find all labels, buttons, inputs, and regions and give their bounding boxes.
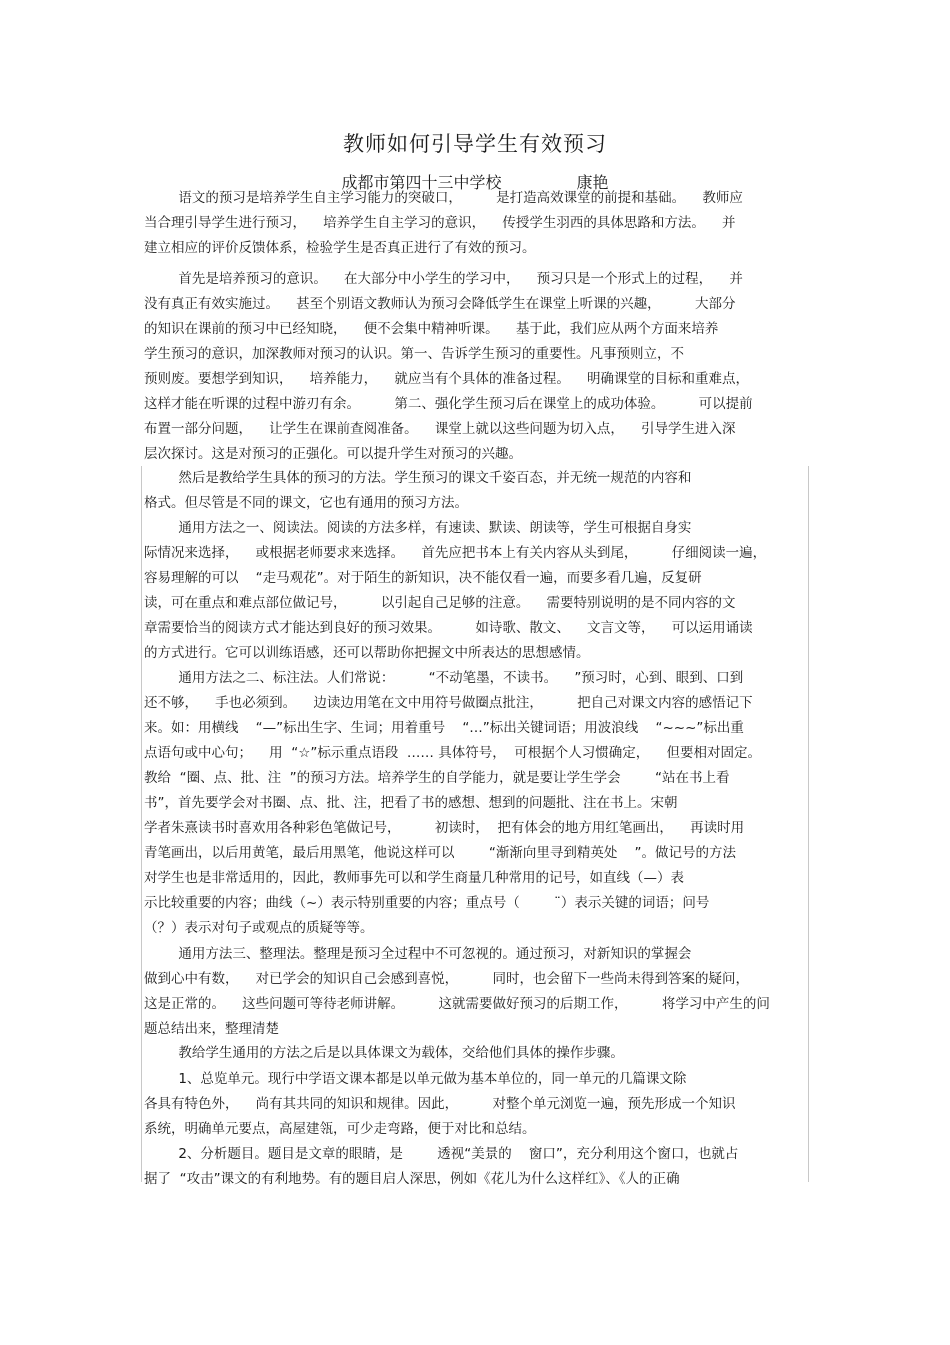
body-text-line: 示比较重要的内容；曲线（~）表示特别重要的内容；重点号（ ¨）表示关键的词语；问号	[144, 895, 710, 911]
body-text-line: 的方式进行。它可以训练语感，还可以帮助你把握文中所表达的思想感情。	[144, 645, 590, 661]
body-text-line: 学者朱熹读书时喜欢用各种彩色笔做记号， 初读时， 把有体会的地方用红笔画出， 再读时用	[144, 820, 745, 836]
body-text-line: 层次探讨。这是对预习的正强化。可以提升学生对预习的兴趣。	[144, 446, 522, 462]
body-text-line: 通用方法之二、标注法。人们常说： “不动笔墨，不读书。 ”预习时，心到、眼到、口到	[144, 670, 744, 686]
body-text-line: 布置一部分问题， 让学生在课前查阅准备。 课堂上就以这些问题为切入点， 引导学生进入深	[144, 421, 736, 437]
body-text-line: 来。如：用横线 “—”标出生字、生词；用着重号 “…”标出关键词语；用波浪线 “~~~”标出重	[144, 720, 744, 736]
body-text-line: 对学生也是非常适用的，因此，教师事先可以和学生商量几种常用的记号，如直线（—）表	[144, 870, 684, 886]
body-text-line: 首先是培养预习的意识。 在大部分中小学生的学习中， 预习只是一个形式上的过程， 并	[144, 271, 743, 287]
body-text-line: 青笔画出，以后用黄笔，最后用黑笔，他说这样可以 “渐渐向里寻到精英处 ”。做记号的方法	[144, 845, 736, 861]
body-text-line: 教给学生通用的方法之后是以具体课文为载体，交给他们具体的操作步骤。	[144, 1045, 624, 1061]
body-text-line: 的知识在课前的预习中已经知晓， 便不会集中精神听课。 基于此，我们应从两个方面来培养	[144, 321, 719, 337]
body-text-line: 做到心中有数， 对已学会的知识自己会感到喜悦， 同时，也会留下一些尚未得到答案的疑问，	[144, 971, 749, 987]
body-text-line: 这是正常的。 这些问题可等待老师讲解。 这就需要做好预习的后期工作， 将学习中产生的问	[144, 996, 770, 1012]
body-text-line: 据了 “攻击”课文的有利地势。有的题目启人深思，例如《花儿为什么这样红》、《人的正确	[144, 1171, 680, 1187]
body-text-line: 2、分析题目。题目是文章的眼睛，是 透视“美景的 窗口”，充分利用这个窗口，也就占	[144, 1146, 739, 1162]
body-text-line: 这样才能在听课的过程中游刃有余。 第二、强化学生预习后在课堂上的成功体验。 可以提前	[144, 396, 753, 412]
document-title: 教师如何引导学生有效预习	[343, 132, 607, 156]
body-text-line: 通用方法之一、阅读法。阅读的方法多样，有速读、默读、朗读等，学生可根据自身实	[144, 520, 692, 536]
body-text-line: 预则废。要想学到知识， 培养能力， 就应当有个具体的准备过程。 明确课堂的目标和重难点，	[144, 371, 749, 387]
body-text-line: 题总结出来，整理清楚	[144, 1021, 279, 1037]
byline-school: 成都市第四十三中学校	[341, 173, 502, 192]
body-text-line: 书”，首先要学会对书圈、点、批、注，把看了书的感想、想到的问题批、注在书上。宋朝	[144, 795, 678, 811]
body-text-line: 各具有特色外， 尚有其共同的知识和规律。因此， 对整个单元浏览一遍，预先形成一个知识	[144, 1096, 736, 1112]
body-text-line: 建立相应的评价反馈体系，检验学生是否真正进行了有效的预习。	[144, 240, 536, 256]
body-text-line: 系统，明确单元要点，高屋建瓴，可少走弯路，便于对比和总结。	[144, 1121, 536, 1137]
body-text-line: 语文的预习是培养学生自主学习能力的突破口， 是打造高效课堂的前提和基础。 教师应	[144, 190, 743, 206]
body-text-line: 没有真正有效实施过。 甚至个别语文教师认为预习会降低学生在课堂上听课的兴趣， 大部分	[144, 296, 736, 312]
body-text-line: 教给 “圈、点、批、注 ”的预习方法。培养学生的自学能力，就是要让学生学会 “站在书上看	[144, 770, 730, 786]
body-text-line: 1、总览单元。现行中学语文课本都是以单元做为基本单位的，同一单元的几篇课文除	[144, 1071, 687, 1087]
body-text-line: 然后是教给学生具体的预习的方法。学生预习的课文千姿百态，并无统一规范的内容和	[144, 470, 692, 486]
byline-author: 康艳	[576, 173, 609, 192]
body-text-line: 还不够， 手也必须到。 边读边用笔在文中用符号做圈点批注， 把自己对课文内容的感悟记下	[144, 695, 753, 711]
body-text-line: 点语句或中心句； 用 “☆”标示重点语段 …… 具体符号， 可根据个人习惯确定， 但要相对固定。	[144, 745, 761, 761]
body-text-line: 当合理引导学生进行预习， 培养学生自主学习的意识， 传授学生羽西的具体思路和方法。 并	[144, 215, 736, 231]
body-text-line: 际情况来选择， 或根据老师要求来选择。 首先应把书本上有关内容从头到尾， 仔细阅读一遍，	[144, 545, 767, 561]
body-text-line: 格式。但尽管是不同的课文，它也有通用的预习方法。	[144, 495, 468, 511]
body-text-line: 学生预习的意识，加深教师对预习的认识。第一、告诉学生预习的重要性。凡事预则立，不	[144, 346, 684, 362]
body-text-line: 容易理解的可以 “走马观花”。对于陌生的新知识，决不能仅看一遍，而要多看几遍，反复研	[144, 570, 702, 586]
body-text-line: 读，可在重点和难点部位做记号， 以引起自己足够的注意。 需要特别说明的是不同内容的文	[144, 595, 736, 611]
body-text-line: 通用方法三、整理法。整理是预习全过程中不可忽视的。通过预习，对新知识的掌握会	[144, 946, 692, 962]
body-text-line: 章需要恰当的阅读方式才能达到良好的预习效果。 如诗歌、散文、 文言文等， 可以运用诵读	[144, 620, 753, 636]
body-text-line: （？）表示对句子或观点的质疑等等。	[144, 920, 374, 936]
